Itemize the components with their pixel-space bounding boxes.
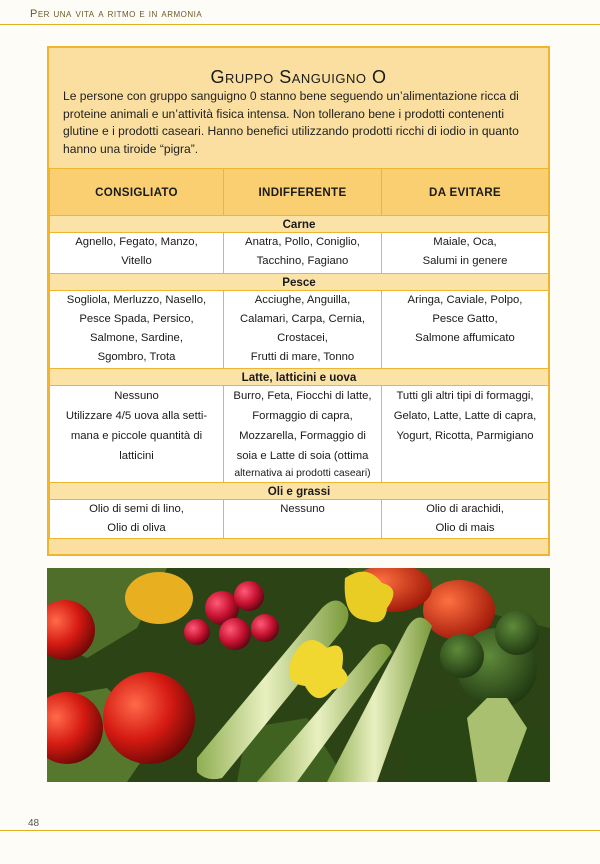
section-title-latte: Latte, latticini e uova [50,369,549,386]
cell-line: Mozzarella, Formaggio di [239,430,366,442]
cell-line: Crostacei, [277,332,328,344]
table-cell [224,386,382,483]
cell-line: Olio di arachidi, [426,503,504,515]
cell-line: Acciughe, Anguilla, [254,294,351,306]
cell-line: Sogliola, Merluzzo, Nasello, [66,294,207,306]
cell-line: Tutti gli altri tipi di formaggi, [396,390,534,402]
cell-line: Olio di semi di lino, [89,503,184,515]
table-cell [50,291,224,369]
column-header: CONSIGLIATO [50,169,224,216]
box-title: Gruppo Sanguigno O [210,67,387,87]
table-cell [224,500,382,539]
table-cell [50,233,224,274]
table-row [50,291,549,369]
table-cell [50,386,224,483]
cell-line: Tacchino, Fagiano [256,255,349,267]
cell-line: Calamari, Carpa, Cernia, [240,313,365,325]
footer-rule [0,830,600,831]
table-cell [382,386,549,483]
column-header: DA EVITARE [382,169,549,216]
cell-line: Yogurt, Ricotta, Parmigiano [396,430,534,442]
table-row [50,386,549,483]
cell-line: latticini [119,450,154,462]
table-cell [382,291,549,369]
cell-line: Salumi in genere [422,255,508,267]
cell-line: Salmone, Sardine, [90,332,183,344]
cell-line: Salmone affumicato [415,332,515,344]
cell-line: soia e Latte di soia (ottima [236,450,369,462]
page-number: 48 [28,818,40,829]
table-cell [224,291,382,369]
cell-line: Nessuno [114,390,159,402]
table-cell [224,233,382,274]
vegetables-photo [47,568,550,782]
cell-line: Sgombro, Trota [97,351,176,363]
column-header: INDIFFERENTE [224,169,382,216]
cell-line: Vitello [121,255,152,267]
cell-line: Pesce Gatto, [432,313,498,325]
cell-line: Frutti di mare, Tonno [250,351,355,363]
food-table [49,168,549,539]
section-title-carne: Carne [50,216,549,233]
table-cell [50,500,224,539]
cell-note: alternativa ai prodotti caseari) [234,468,371,479]
section-title-pesce: Pesce [50,274,549,291]
cell-line: mana e piccole quantità di [70,430,203,442]
cell-line: Maiale, Oca, [433,236,497,248]
blood-group-box [47,46,550,556]
header-rule [0,24,600,25]
cell-line: Pesce Spada, Persico, [79,313,194,325]
table-row [50,233,549,274]
intro-paragraph: Le persone con gruppo sanguigno 0 stanno bene seguendo un’alimentazione ricca di proteine animali e un’attività fisica intensa. Non tollerano bene i prodotti contenenti glutine e i prodotti caseari. Hanno benefici utilizzando prodotti ricchi di iodio in quanto hanno una tiroide “pigra”. [63,89,519,156]
running-head: Per una vita a ritmo e in armonia [30,8,203,20]
table-row [50,500,549,539]
cell-line: Olio di mais [435,522,495,534]
cell-line: Formaggio di capra, [252,410,353,422]
table-cell [382,233,549,274]
cell-line: Nessuno [280,503,325,515]
cell-line: Gelato, Latte, Latte di capra, [393,410,537,422]
cell-line: Olio di oliva [107,522,166,534]
cell-line: Aringa, Caviale, Polpo, [407,294,523,306]
cell-line: Burro, Feta, Fiocchi di latte, [233,390,372,402]
cell-line: Utilizzare 4/5 uova alla setti- [65,410,208,422]
table-header-row [50,169,549,216]
section-title-oli: Oli e grassi [50,483,549,500]
cell-line: Agnello, Fegato, Manzo, [75,236,198,248]
table-cell [382,500,549,539]
cell-line: Anatra, Pollo, Coniglio, [245,236,360,248]
